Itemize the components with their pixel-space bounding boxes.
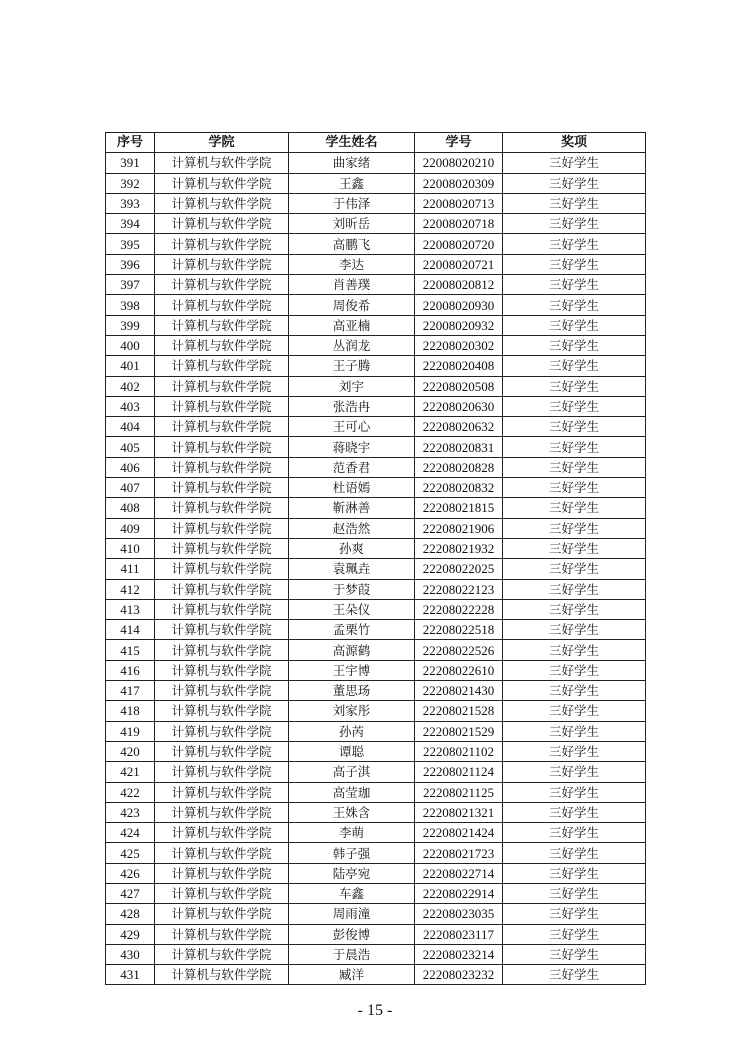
table-row bbox=[106, 782, 646, 802]
cell-seq: 395 bbox=[106, 234, 155, 254]
cell-college: 计算机与软件学院 bbox=[155, 904, 289, 924]
cell-student-id: 22208021321 bbox=[415, 802, 503, 822]
cell-student-name: 张浩冉 bbox=[289, 396, 415, 416]
cell-seq: 400 bbox=[106, 335, 155, 355]
cell-college: 计算机与软件学院 bbox=[155, 762, 289, 782]
cell-seq: 415 bbox=[106, 640, 155, 660]
cell-student-id: 22208022714 bbox=[415, 863, 503, 883]
cell-student-name: 王鑫 bbox=[289, 173, 415, 193]
cell-student-name: 于晨浩 bbox=[289, 944, 415, 964]
header-college: 学院 bbox=[155, 133, 289, 153]
cell-award: 三好学生 bbox=[503, 153, 646, 173]
table-row bbox=[106, 883, 646, 903]
cell-student-name: 李达 bbox=[289, 254, 415, 274]
table-row bbox=[106, 904, 646, 924]
cell-student-name: 刘宇 bbox=[289, 376, 415, 396]
table-row bbox=[106, 478, 646, 498]
table-row bbox=[106, 254, 646, 274]
cell-seq: 425 bbox=[106, 843, 155, 863]
header-seq: 序号 bbox=[106, 133, 155, 153]
cell-student-name: 王宇博 bbox=[289, 660, 415, 680]
cell-award: 三好学生 bbox=[503, 681, 646, 701]
table-row bbox=[106, 599, 646, 619]
cell-award: 三好学生 bbox=[503, 883, 646, 903]
cell-award: 三好学生 bbox=[503, 640, 646, 660]
cell-award: 三好学生 bbox=[503, 173, 646, 193]
cell-student-id: 22008020718 bbox=[415, 214, 503, 234]
cell-student-name: 高莹珈 bbox=[289, 782, 415, 802]
awards-table bbox=[105, 132, 646, 985]
table-row bbox=[106, 396, 646, 416]
cell-student-name: 孙爽 bbox=[289, 538, 415, 558]
cell-student-id: 22208021815 bbox=[415, 498, 503, 518]
cell-student-name: 彭俊博 bbox=[289, 924, 415, 944]
cell-student-id: 22208020508 bbox=[415, 376, 503, 396]
cell-student-id: 22208020828 bbox=[415, 457, 503, 477]
table-row bbox=[106, 518, 646, 538]
cell-college: 计算机与软件学院 bbox=[155, 498, 289, 518]
table-row bbox=[106, 965, 646, 985]
cell-college: 计算机与软件学院 bbox=[155, 741, 289, 761]
cell-college: 计算机与软件学院 bbox=[155, 478, 289, 498]
cell-seq: 393 bbox=[106, 193, 155, 213]
cell-seq: 421 bbox=[106, 762, 155, 782]
cell-award: 三好学生 bbox=[503, 620, 646, 640]
cell-award: 三好学生 bbox=[503, 802, 646, 822]
cell-student-id: 22208022518 bbox=[415, 620, 503, 640]
cell-college: 计算机与软件学院 bbox=[155, 579, 289, 599]
cell-award: 三好学生 bbox=[503, 701, 646, 721]
cell-award: 三好学生 bbox=[503, 782, 646, 802]
table-row bbox=[106, 640, 646, 660]
cell-seq: 408 bbox=[106, 498, 155, 518]
cell-award: 三好学生 bbox=[503, 518, 646, 538]
cell-student-id: 22208023214 bbox=[415, 944, 503, 964]
cell-seq: 405 bbox=[106, 437, 155, 457]
cell-college: 计算机与软件学院 bbox=[155, 843, 289, 863]
cell-student-id: 22208023035 bbox=[415, 904, 503, 924]
cell-seq: 424 bbox=[106, 823, 155, 843]
cell-student-name: 杜语嫣 bbox=[289, 478, 415, 498]
cell-seq: 430 bbox=[106, 944, 155, 964]
cell-student-name: 刘昕岳 bbox=[289, 214, 415, 234]
cell-college: 计算机与软件学院 bbox=[155, 193, 289, 213]
cell-seq: 423 bbox=[106, 802, 155, 822]
cell-student-name: 李萌 bbox=[289, 823, 415, 843]
table-row bbox=[106, 924, 646, 944]
cell-student-name: 周雨潼 bbox=[289, 904, 415, 924]
cell-college: 计算机与软件学院 bbox=[155, 457, 289, 477]
cell-student-name: 范香君 bbox=[289, 457, 415, 477]
header-student-id: 学号 bbox=[415, 133, 503, 153]
cell-college: 计算机与软件学院 bbox=[155, 315, 289, 335]
cell-student-id: 22208022123 bbox=[415, 579, 503, 599]
cell-award: 三好学生 bbox=[503, 376, 646, 396]
cell-award: 三好学生 bbox=[503, 335, 646, 355]
cell-student-id: 22208022228 bbox=[415, 599, 503, 619]
cell-student-name: 赵浩然 bbox=[289, 518, 415, 538]
table-row bbox=[106, 193, 646, 213]
cell-seq: 403 bbox=[106, 396, 155, 416]
cell-seq: 413 bbox=[106, 599, 155, 619]
cell-student-id: 22008020720 bbox=[415, 234, 503, 254]
cell-student-id: 22208021430 bbox=[415, 681, 503, 701]
table-row bbox=[106, 559, 646, 579]
cell-college: 计算机与软件学院 bbox=[155, 681, 289, 701]
cell-award: 三好学生 bbox=[503, 295, 646, 315]
cell-student-id: 22008020309 bbox=[415, 173, 503, 193]
cell-student-id: 22208022610 bbox=[415, 660, 503, 680]
cell-student-name: 王可心 bbox=[289, 417, 415, 437]
cell-student-name: 陆亭宛 bbox=[289, 863, 415, 883]
cell-student-name: 丛润龙 bbox=[289, 335, 415, 355]
cell-award: 三好学生 bbox=[503, 660, 646, 680]
cell-student-id: 22208020831 bbox=[415, 437, 503, 457]
cell-college: 计算机与软件学院 bbox=[155, 254, 289, 274]
cell-seq: 391 bbox=[106, 153, 155, 173]
cell-seq: 422 bbox=[106, 782, 155, 802]
cell-award: 三好学生 bbox=[503, 275, 646, 295]
cell-student-name: 高源鹤 bbox=[289, 640, 415, 660]
cell-seq: 398 bbox=[106, 295, 155, 315]
cell-seq: 409 bbox=[106, 518, 155, 538]
table-header-row bbox=[106, 133, 646, 153]
cell-student-id: 22208020832 bbox=[415, 478, 503, 498]
table-row bbox=[106, 498, 646, 518]
cell-college: 计算机与软件学院 bbox=[155, 559, 289, 579]
cell-student-name: 刘家彤 bbox=[289, 701, 415, 721]
cell-college: 计算机与软件学院 bbox=[155, 620, 289, 640]
table-row bbox=[106, 762, 646, 782]
table-row bbox=[106, 214, 646, 234]
cell-student-id: 22208023232 bbox=[415, 965, 503, 985]
cell-college: 计算机与软件学院 bbox=[155, 295, 289, 315]
table-row bbox=[106, 579, 646, 599]
table-row bbox=[106, 173, 646, 193]
cell-award: 三好学生 bbox=[503, 234, 646, 254]
cell-student-name: 靳淋善 bbox=[289, 498, 415, 518]
cell-award: 三好学生 bbox=[503, 396, 646, 416]
cell-college: 计算机与软件学院 bbox=[155, 538, 289, 558]
table-row bbox=[106, 721, 646, 741]
cell-award: 三好学生 bbox=[503, 498, 646, 518]
cell-student-id: 22208023117 bbox=[415, 924, 503, 944]
table-row bbox=[106, 315, 646, 335]
cell-student-id: 22208021124 bbox=[415, 762, 503, 782]
cell-student-id: 22208021932 bbox=[415, 538, 503, 558]
cell-student-name: 孙芮 bbox=[289, 721, 415, 741]
table-row bbox=[106, 701, 646, 721]
cell-award: 三好学生 bbox=[503, 741, 646, 761]
table-row bbox=[106, 295, 646, 315]
table-row bbox=[106, 863, 646, 883]
cell-college: 计算机与软件学院 bbox=[155, 944, 289, 964]
table-body bbox=[106, 153, 646, 985]
cell-award: 三好学生 bbox=[503, 823, 646, 843]
cell-seq: 429 bbox=[106, 924, 155, 944]
cell-college: 计算机与软件学院 bbox=[155, 965, 289, 985]
cell-seq: 417 bbox=[106, 681, 155, 701]
cell-student-name: 肖善璞 bbox=[289, 275, 415, 295]
cell-student-id: 22208022025 bbox=[415, 559, 503, 579]
cell-seq: 394 bbox=[106, 214, 155, 234]
table-row bbox=[106, 802, 646, 822]
cell-seq: 412 bbox=[106, 579, 155, 599]
cell-student-id: 22208020408 bbox=[415, 356, 503, 376]
cell-award: 三好学生 bbox=[503, 762, 646, 782]
cell-student-name: 王朵仪 bbox=[289, 599, 415, 619]
cell-student-id: 22208021125 bbox=[415, 782, 503, 802]
cell-student-id: 22208021723 bbox=[415, 843, 503, 863]
cell-college: 计算机与软件学院 bbox=[155, 153, 289, 173]
cell-award: 三好学生 bbox=[503, 417, 646, 437]
cell-seq: 426 bbox=[106, 863, 155, 883]
cell-college: 计算机与软件学院 bbox=[155, 376, 289, 396]
cell-seq: 418 bbox=[106, 701, 155, 721]
cell-student-id: 22008020721 bbox=[415, 254, 503, 274]
table-row bbox=[106, 234, 646, 254]
cell-seq: 397 bbox=[106, 275, 155, 295]
cell-student-name: 于梦葭 bbox=[289, 579, 415, 599]
cell-student-name: 韩子强 bbox=[289, 843, 415, 863]
cell-award: 三好学生 bbox=[503, 214, 646, 234]
table-row bbox=[106, 741, 646, 761]
cell-college: 计算机与软件学院 bbox=[155, 721, 289, 741]
cell-seq: 399 bbox=[106, 315, 155, 335]
cell-student-name: 王子腾 bbox=[289, 356, 415, 376]
cell-award: 三好学生 bbox=[503, 965, 646, 985]
cell-award: 三好学生 bbox=[503, 904, 646, 924]
cell-student-name: 高子淇 bbox=[289, 762, 415, 782]
cell-student-id: 22208021528 bbox=[415, 701, 503, 721]
cell-student-id: 22208020302 bbox=[415, 335, 503, 355]
cell-seq: 414 bbox=[106, 620, 155, 640]
cell-seq: 428 bbox=[106, 904, 155, 924]
cell-college: 计算机与软件学院 bbox=[155, 234, 289, 254]
cell-seq: 392 bbox=[106, 173, 155, 193]
cell-student-id: 22208021906 bbox=[415, 518, 503, 538]
cell-seq: 410 bbox=[106, 538, 155, 558]
cell-student-name: 孟栗竹 bbox=[289, 620, 415, 640]
cell-award: 三好学生 bbox=[503, 944, 646, 964]
cell-college: 计算机与软件学院 bbox=[155, 701, 289, 721]
cell-student-name: 于伟泽 bbox=[289, 193, 415, 213]
cell-seq: 416 bbox=[106, 660, 155, 680]
cell-student-id: 22208021424 bbox=[415, 823, 503, 843]
table-row bbox=[106, 356, 646, 376]
cell-college: 计算机与软件学院 bbox=[155, 437, 289, 457]
cell-student-name: 董思玚 bbox=[289, 681, 415, 701]
cell-seq: 396 bbox=[106, 254, 155, 274]
cell-student-name: 周俊希 bbox=[289, 295, 415, 315]
cell-student-name: 车鑫 bbox=[289, 883, 415, 903]
cell-student-name: 高鹏飞 bbox=[289, 234, 415, 254]
cell-award: 三好学生 bbox=[503, 559, 646, 579]
cell-student-id: 22208022914 bbox=[415, 883, 503, 903]
cell-award: 三好学生 bbox=[503, 356, 646, 376]
cell-college: 计算机与软件学院 bbox=[155, 275, 289, 295]
cell-seq: 419 bbox=[106, 721, 155, 741]
cell-college: 计算机与软件学院 bbox=[155, 782, 289, 802]
cell-award: 三好学生 bbox=[503, 193, 646, 213]
cell-college: 计算机与软件学院 bbox=[155, 924, 289, 944]
cell-student-id: 22008020932 bbox=[415, 315, 503, 335]
cell-student-id: 22008020812 bbox=[415, 275, 503, 295]
table-row bbox=[106, 376, 646, 396]
cell-award: 三好学生 bbox=[503, 254, 646, 274]
cell-award: 三好学生 bbox=[503, 924, 646, 944]
table-row bbox=[106, 153, 646, 173]
cell-award: 三好学生 bbox=[503, 599, 646, 619]
cell-student-id: 22208020632 bbox=[415, 417, 503, 437]
cell-college: 计算机与软件学院 bbox=[155, 173, 289, 193]
table-row bbox=[106, 660, 646, 680]
cell-student-id: 22008020930 bbox=[415, 295, 503, 315]
cell-seq: 420 bbox=[106, 741, 155, 761]
cell-award: 三好学生 bbox=[503, 437, 646, 457]
table-row bbox=[106, 620, 646, 640]
cell-college: 计算机与软件学院 bbox=[155, 214, 289, 234]
cell-college: 计算机与软件学院 bbox=[155, 356, 289, 376]
cell-award: 三好学生 bbox=[503, 538, 646, 558]
table-row bbox=[106, 457, 646, 477]
cell-student-id: 22208020630 bbox=[415, 396, 503, 416]
cell-student-id: 22008020210 bbox=[415, 153, 503, 173]
cell-college: 计算机与软件学院 bbox=[155, 640, 289, 660]
page-number: - 15 - bbox=[357, 1002, 393, 1019]
table-row bbox=[106, 823, 646, 843]
cell-award: 三好学生 bbox=[503, 721, 646, 741]
cell-award: 三好学生 bbox=[503, 843, 646, 863]
cell-college: 计算机与软件学院 bbox=[155, 660, 289, 680]
cell-award: 三好学生 bbox=[503, 457, 646, 477]
cell-award: 三好学生 bbox=[503, 315, 646, 335]
cell-college: 计算机与软件学院 bbox=[155, 823, 289, 843]
cell-seq: 427 bbox=[106, 883, 155, 903]
cell-award: 三好学生 bbox=[503, 863, 646, 883]
cell-student-id: 22208021529 bbox=[415, 721, 503, 741]
cell-seq: 401 bbox=[106, 356, 155, 376]
cell-college: 计算机与软件学院 bbox=[155, 863, 289, 883]
cell-seq: 404 bbox=[106, 417, 155, 437]
cell-award: 三好学生 bbox=[503, 579, 646, 599]
cell-student-id: 22008020713 bbox=[415, 193, 503, 213]
cell-seq: 431 bbox=[106, 965, 155, 985]
table-row bbox=[106, 417, 646, 437]
cell-college: 计算机与软件学院 bbox=[155, 335, 289, 355]
table-row bbox=[106, 437, 646, 457]
cell-college: 计算机与软件学院 bbox=[155, 599, 289, 619]
cell-student-name: 蒋晓宇 bbox=[289, 437, 415, 457]
cell-student-name: 臧洋 bbox=[289, 965, 415, 985]
cell-student-name: 王姝含 bbox=[289, 802, 415, 822]
header-award: 奖项 bbox=[503, 133, 646, 153]
cell-college: 计算机与软件学院 bbox=[155, 883, 289, 903]
cell-student-name: 曲家绪 bbox=[289, 153, 415, 173]
table-row bbox=[106, 944, 646, 964]
table-row bbox=[106, 335, 646, 355]
cell-student-id: 22208022526 bbox=[415, 640, 503, 660]
cell-seq: 407 bbox=[106, 478, 155, 498]
cell-seq: 406 bbox=[106, 457, 155, 477]
cell-student-name: 高亚楠 bbox=[289, 315, 415, 335]
cell-award: 三好学生 bbox=[503, 478, 646, 498]
cell-seq: 411 bbox=[106, 559, 155, 579]
cell-student-name: 袁珮垚 bbox=[289, 559, 415, 579]
table-row bbox=[106, 681, 646, 701]
table-row bbox=[106, 843, 646, 863]
cell-college: 计算机与软件学院 bbox=[155, 396, 289, 416]
cell-student-id: 22208021102 bbox=[415, 741, 503, 761]
cell-college: 计算机与软件学院 bbox=[155, 417, 289, 437]
cell-seq: 402 bbox=[106, 376, 155, 396]
cell-student-name: 谭聪 bbox=[289, 741, 415, 761]
header-student-name: 学生姓名 bbox=[289, 133, 415, 153]
table-row bbox=[106, 538, 646, 558]
table-row bbox=[106, 275, 646, 295]
cell-college: 计算机与软件学院 bbox=[155, 518, 289, 538]
cell-college: 计算机与软件学院 bbox=[155, 802, 289, 822]
